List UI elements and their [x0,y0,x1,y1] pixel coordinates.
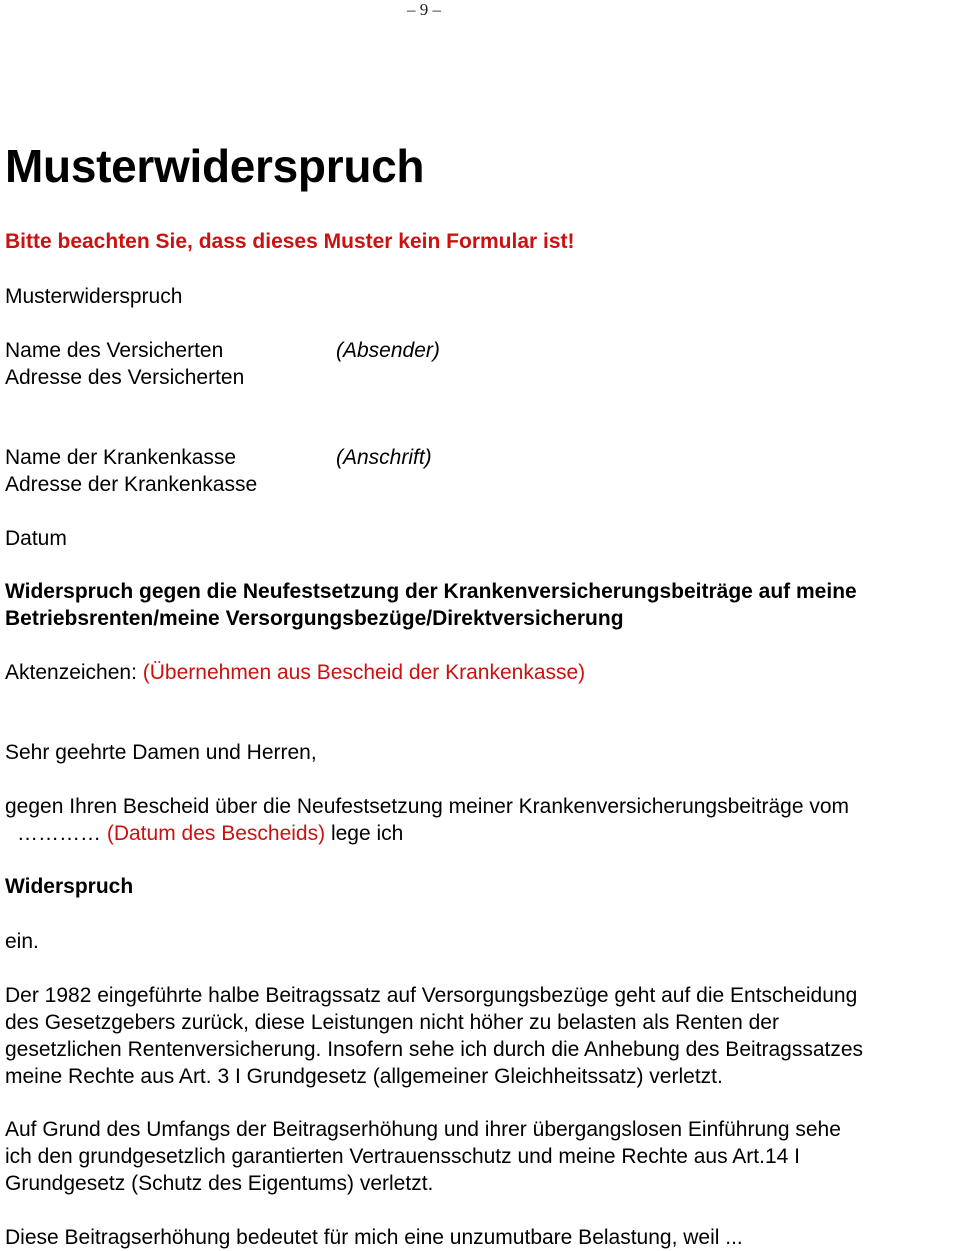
sender-address: Adresse des Versicherten [5,366,245,389]
body-intro-line-1: gegen Ihren Bescheid über die Neufestsetzung meiner Krankenversicherungsbeiträge vom [5,795,849,818]
paragraph-2-line: ich den grundgesetzlich garantierten Vertrauensschutz und meine Rechte aus Art.14 I [5,1145,800,1168]
date-hint: (Datum des Bescheids) [106,822,326,845]
subject-line-1: Widerspruch gegen die Neufestsetzung der Krankenversicherungsbeiträge auf meine [5,580,857,603]
paragraph-1-line: des Gesetzgebers zurück, diese Leistungen nicht höher zu belasten als Renten der [5,1011,779,1034]
subject-line-2: Betriebsrenten/meine Versorgungsbezüge/Direktversicherung [5,607,624,630]
reference-label: Aktenzeichen: [5,661,137,684]
recipient-address: Adresse der Krankenkasse [5,473,258,496]
sender-name: Name des Versicherten [5,339,224,362]
notice-text: Bitte beachten Sie, dass dieses Muster kein Formular ist! [5,230,575,253]
sender-label: (Absender) [336,339,440,362]
paragraph-1-line: meine Rechte aus Art. 3 I Grundgesetz (allgemeiner Gleichheitssatz) verletzt. [5,1065,723,1088]
objection-end: ein. [5,930,39,953]
recipient-label: (Anschrift) [336,446,432,469]
reference-hint: (Übernehmen aus Bescheid der Krankenkasse) [142,661,586,684]
page-number: – 9 – [407,0,441,19]
date-label: Datum [5,527,67,550]
body-intro-line-2 [5,820,403,847]
objection-word: Widerspruch [5,875,134,898]
paragraph-1-line: gesetzlichen Rentenversicherung. Insofern sehe ich durch die Anhebung des Beitragssatzes [5,1038,864,1061]
recipient-name: Name der Krankenkasse [5,446,237,469]
subtitle: Musterwiderspruch [5,285,183,308]
paragraph-3: Diese Beitragserhöhung bedeutet für mich eine unzumutbare Belastung, weil ... [5,1226,743,1249]
paragraph-2-line: Grundgesetz (Schutz des Eigentums) verletzt. [5,1172,434,1195]
date-placeholder-dots: ………… [17,822,101,845]
document-title: Musterwiderspruch [5,140,425,192]
body-intro-end: lege ich [330,822,404,845]
reference-line [5,659,585,686]
paragraph-1-line: Der 1982 eingeführte halbe Beitragssatz auf Versorgungsbezüge geht auf die Entscheidung [5,984,858,1007]
salutation: Sehr geehrte Damen und Herren, [5,741,317,764]
paragraph-2-line: Auf Grund des Umfangs der Beitragserhöhung und ihrer übergangslosen Einführung sehe [5,1118,841,1141]
